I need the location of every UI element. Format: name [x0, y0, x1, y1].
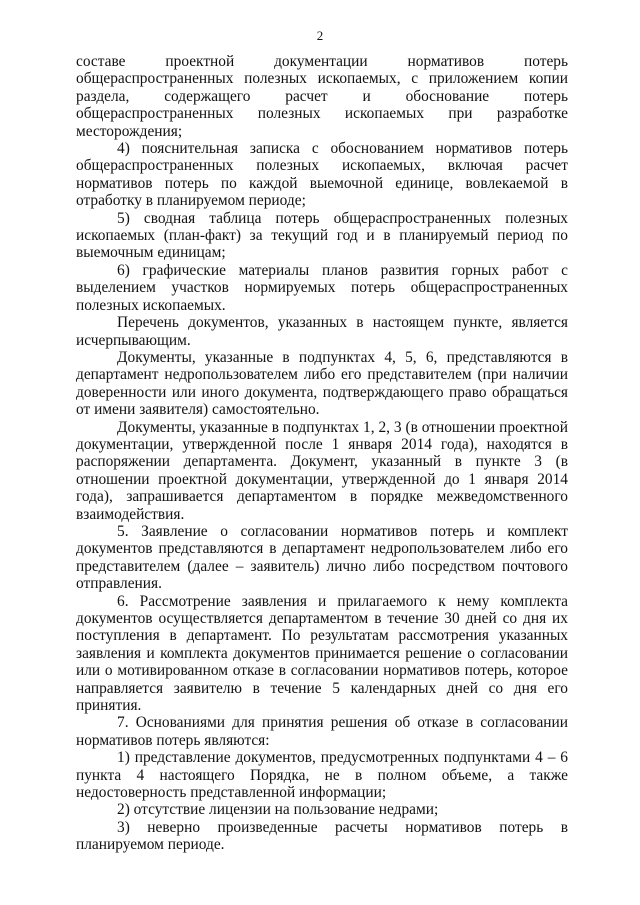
paragraph-clause-5: 5. Заявление о согласовании нормативов потерь и комплект документов представляются в департамент недропользователем либо его представителем (далее – заявитель) лично либо посредством почтового отправления. — [76, 522, 568, 593]
paragraph-refusal-reason-1: 1) представление документов, предусмотренных подпунктами 4 – 6 пункта 4 настоящего Порядка, не в полном объеме, а также недостоверность представленной информации; — [76, 749, 568, 802]
paragraph-item-6: 6) графические материалы планов развития горных работ с выделением участков нормируемых потерь общераспространенных полезных ископаемых. — [76, 261, 568, 314]
page-number: 2 — [316, 28, 324, 43]
paragraph-refusal-reason-3: 3) неверно произведенные расчеты нормативов потерь в планируемом периоде. — [76, 818, 568, 854]
paragraph-continued: составе проектной документации нормативов потерь общераспространенных полезных ископаемых, с приложением копии раздела, содержащего расчет и обоснование потерь общераспространенных полезных ископаемых при разработке месторождения; — [76, 53, 568, 140]
paragraph-clause-6: 6. Рассмотрение заявления и прилагаемого к нему комплекта документов осуществляется департаментом в течение 30 дней со дня их поступления в департамент. По результатам рассмотрения указанных заявления и комплекта документов принимается решение о согласовании или о мотивированном отказе в согласовании нормативов потерь, которое направляется заявителю в течение 5 календарных дней со дня его принятия. — [76, 592, 568, 715]
paragraph-item-5: 5) сводная таблица потерь общераспространенных полезных ископаемых (план-факт) за текущий год и в планируемый период по выемочным единицам; — [76, 209, 568, 262]
paragraph-clause-7: 7. Основаниями для принятия решения об отказе в согласовании нормативов потерь являются: — [76, 714, 568, 749]
paragraph-item-4: 4) пояснительная записка с обоснованием нормативов потерь общераспространенных полезных ископаемых, включая расчет нормативов потерь по каждой выемочной единице, вовлекаемой в отработку в планируемом периоде; — [76, 140, 568, 210]
paragraph-documents-4-5-6: Документы, указанные в подпунктах 4, 5, 6, представляются в департамент недропользователем либо его представителем (при наличии доверенности или иного документа, подтверждающего право обращаться от имени заявителя) самостоятельно. — [76, 348, 568, 419]
paragraph-refusal-reason-2: 2) отсутствие лицензии на пользование недрами; — [117, 801, 439, 819]
paragraph-documents-1-2-3: Документы, указанные в подпунктах 1, 2, 3 (в отношении проектной документации, утвержденной после 1 января 2014 года), находятся в распоряжении департамента. Документ, указанный в пункте 3 (в отношении проектной документации, утвержденной до 1 января 2014 года), запрашивается департаментом в порядке межведомственного взаимодействия. — [76, 418, 568, 523]
paragraph-exhaustive-list: Перечень документов, указанных в настоящем пункте, является исчерпывающим. — [76, 314, 568, 349]
document-body — [76, 53, 568, 854]
